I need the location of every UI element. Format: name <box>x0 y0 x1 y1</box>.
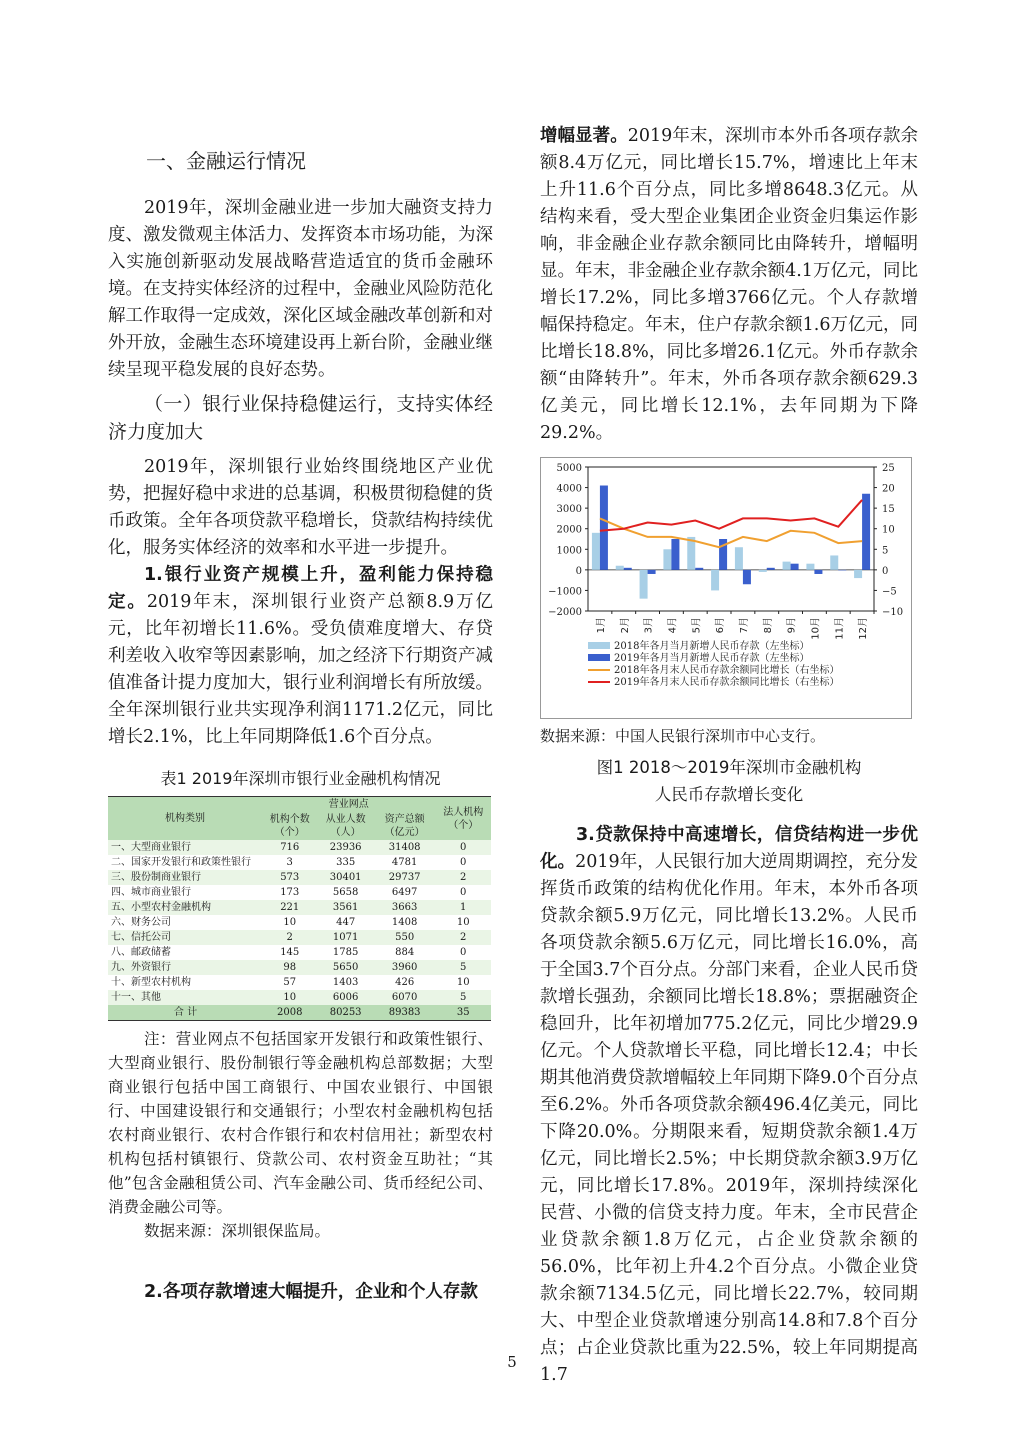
table-row <box>108 840 491 855</box>
cell-name: 二、国家开发银行和政策性银行 <box>108 855 262 870</box>
cell-staff: 6006 <box>317 990 373 1005</box>
right-tick-label: 15 <box>882 504 895 516</box>
bar-2018 <box>711 570 719 591</box>
cell-staff: 335 <box>317 855 373 870</box>
assets-body: 2019年末，深圳银行业资产总额8.9万亿元，比年初增长11.6%。受负债难度增大、存贷利差收入收窄等因素影响，加之经济下行期资产减值准备计提力度加大，银行业利润增长有所放缓。全年深圳银行业共实现净利润1171.2亿元，同比增长2.1%，比上年同期降低1.6个百分点。 <box>108 592 493 747</box>
loans-body: 2019年，人民银行加大逆周期调控，充分发挥货币政策的结构优化作用。年末，本外币各项贷款余额5.9万亿元，同比增长13.2%。人民币各项贷款余额5.6万亿元，同比增长16.0%，高于全国3.7个百分点。分部门来看，企业人民币贷款增长强劲，余额同比增长18.8%；票据融资企稳回升，比年初增加775.2亿元，同比少增29.9亿元。个人贷款增长平稳，同比增长12.4；中长期其他消费贷款增幅较上年同期下降9.0个百分点至6.2%。外币各项贷款余额496.4亿美元，同比下降20.0%。分期限来看，短期贷款余额1.4万亿元，同比增长2.5%；中长期贷款余额3.9万亿元，同比增长17.8%。2019年，深圳持续深化民营、小微的信贷支持力度。年末，全市民营企业贷款余额1.8万亿元，占企业贷款余额的56.0%，比年初上升4.2个百分点。小微企业贷款余额7134.5亿元，同比增长22.7%，较同期大、中型企业贷款增速分别高14.8和7.8个百分点；占企业贷款比重为22.5%，较上年同期提高1.7 <box>540 852 918 1385</box>
cell-legal: 10 <box>435 975 491 990</box>
left-tick-label: 0 <box>575 565 582 577</box>
cell-count: 2008 <box>262 1005 317 1021</box>
cell-assets: 4781 <box>374 855 436 870</box>
bar-2019 <box>767 568 775 570</box>
col-header-legal: 法人机构（个） <box>435 797 491 841</box>
cell-count: 57 <box>262 975 317 990</box>
table-row <box>108 915 491 930</box>
bar-2019 <box>695 568 703 570</box>
assets-paragraph <box>108 562 493 751</box>
cell-assets: 29737 <box>374 870 436 885</box>
table-source: 数据来源：深圳银保监局。 <box>144 1222 331 1240</box>
legend-label: 2019年各月末人民币存款余额同比增长（右坐标） <box>614 677 840 688</box>
legend-label: 2018年各月当月新增人民币存款（左坐标） <box>614 641 810 652</box>
bar-2018 <box>854 570 862 578</box>
col-header-count: 机构个数（个） <box>262 812 317 840</box>
left-tick-label: 5000 <box>556 463 582 474</box>
page-number: 5 <box>507 1353 517 1371</box>
bar-2019 <box>600 486 608 570</box>
right-tick-label: 5 <box>882 545 889 557</box>
table-row <box>108 945 491 960</box>
cell-count: 173 <box>262 885 317 900</box>
cell-name: 五、小型农村金融机构 <box>108 900 262 915</box>
cell-legal: 1 <box>435 900 491 915</box>
cell-assets: 884 <box>374 945 436 960</box>
cell-legal: 5 <box>435 960 491 975</box>
cell-name: 十一、其他 <box>108 990 262 1005</box>
x-tick-label: 4月 <box>667 617 679 634</box>
cell-count: 716 <box>262 840 317 855</box>
left-tick-label: 2000 <box>556 524 582 536</box>
bar-2019 <box>791 564 799 570</box>
bar-2019 <box>624 568 632 570</box>
cell-name: 一、大型商业银行 <box>108 840 262 855</box>
bar-2018 <box>640 570 648 599</box>
left-tick-label: 1000 <box>556 545 582 557</box>
figure-caption-line2: 人民币存款增长变化 <box>654 785 804 804</box>
x-tick-label: 9月 <box>786 617 798 634</box>
assets-lead: 1.银行业资产规模上升，盈利能力保持稳定。 <box>108 565 493 612</box>
cell-staff: 80253 <box>317 1005 373 1021</box>
x-tick-label: 8月 <box>762 617 774 634</box>
subsection-heading: （一）银行业保持稳健运行，支持实体经济力度加大 <box>108 393 493 443</box>
cell-count: 573 <box>262 870 317 885</box>
x-tick-label: 3月 <box>643 617 655 634</box>
x-tick-label: 7月 <box>738 617 750 634</box>
cell-staff: 5658 <box>317 885 373 900</box>
col-header-assets: 资产总额（亿元） <box>374 812 436 840</box>
cell-legal: 0 <box>435 945 491 960</box>
deposits-paragraph <box>540 123 918 447</box>
deposits-body: 2019年末，深圳市本外币各项存款余额8.4万亿元，同比增长15.7%，增速比上年末上升11.6个百分点，同比多增8648.3亿元。从结构来看，受大型企业集团企业资金归集运作影响，非金融企业存款余额同比由降转升，增幅明显。年末，非金融企业存款余额4.1万亿元，同比增长17.2%，同比多增3766亿元。个人存款增幅保持稳定。年末，住户存款余额1.6万亿元，同比增长18.8%，同比多增26.1亿元。外币存款余额“由降转升”。年末，外币各项存款余额629.3亿美元，同比增长12.1%，去年同期为下降29.2%。 <box>540 126 919 443</box>
bar-2018 <box>616 566 624 570</box>
cell-staff: 3561 <box>317 900 373 915</box>
section-heading: 一、金融运行情况 <box>146 149 306 173</box>
loans-paragraph <box>540 822 918 1389</box>
x-tick-label: 6月 <box>715 617 727 634</box>
table-row <box>108 960 491 975</box>
cell-count: 10 <box>262 990 317 1005</box>
left-tick-label: −2000 <box>548 607 582 618</box>
legend-swatch <box>588 642 610 649</box>
deposit-chart <box>540 457 912 719</box>
bar-2018 <box>806 564 814 570</box>
deposits-lead-cont: 增幅显著。 <box>540 126 628 146</box>
x-tick-label: 12月 <box>858 617 870 640</box>
right-tick-label: −10 <box>882 607 904 618</box>
cell-name: 八、邮政储蓄 <box>108 945 262 960</box>
chart-svg <box>540 457 912 719</box>
cell-count: 10 <box>262 915 317 930</box>
legend-swatch <box>588 654 610 661</box>
x-tick-label: 10月 <box>810 617 822 640</box>
table-row <box>108 885 491 900</box>
bar-2018 <box>592 533 600 570</box>
bar-2019 <box>743 570 751 584</box>
cell-assets: 1408 <box>374 915 436 930</box>
bar-2018 <box>759 570 767 572</box>
cell-name: 七、信托公司 <box>108 930 262 945</box>
table-row <box>108 870 491 885</box>
left-column <box>108 148 493 1306</box>
cell-assets: 31408 <box>374 840 436 855</box>
right-tick-label: 10 <box>882 524 895 536</box>
cell-staff: 5650 <box>317 960 373 975</box>
cell-name: 三、股份制商业银行 <box>108 870 262 885</box>
figure-source: 数据来源：中国人民银行深圳市中心支行。 <box>540 727 826 745</box>
cell-count: 3 <box>262 855 317 870</box>
bar-2019 <box>648 570 656 574</box>
cell-assets: 550 <box>374 930 436 945</box>
cell-staff: 1785 <box>317 945 373 960</box>
bar-2018 <box>830 555 838 569</box>
bar-2018 <box>663 549 671 570</box>
left-tick-label: 4000 <box>556 483 582 495</box>
x-tick-label: 2月 <box>619 617 631 634</box>
right-tick-label: 20 <box>882 483 895 495</box>
bar-2019 <box>838 570 846 571</box>
cell-assets: 3960 <box>374 960 436 975</box>
col-header-group: 营业网点 <box>262 797 435 813</box>
legend-label: 2019年各月当月新增人民币存款（左坐标） <box>614 653 810 664</box>
cell-name: 四、城市商业银行 <box>108 885 262 900</box>
cell-legal: 0 <box>435 885 491 900</box>
x-tick-label: 5月 <box>691 617 703 634</box>
legend-label: 2018年各月末人民币存款余额同比增长（右坐标） <box>614 665 840 676</box>
cell-name: 合 计 <box>108 1005 262 1021</box>
cell-count: 98 <box>262 960 317 975</box>
cell-legal: 0 <box>435 855 491 870</box>
table-total-row <box>108 1005 491 1021</box>
left-tick-label: −1000 <box>548 586 582 598</box>
institutions-table <box>108 796 491 1021</box>
col-header-staff: 从业人数（人） <box>317 812 373 840</box>
cell-count: 145 <box>262 945 317 960</box>
col-header-type: 机构类别 <box>108 797 262 841</box>
x-tick-label: 11月 <box>834 617 846 640</box>
deposits-lead: 2.各项存款增速大幅提升，企业和个人存款 <box>144 1282 478 1302</box>
cell-staff: 23936 <box>317 840 373 855</box>
table-row <box>108 855 491 870</box>
cell-name: 六、财务公司 <box>108 915 262 930</box>
left-tick-label: 3000 <box>556 504 582 516</box>
right-tick-label: 0 <box>882 565 889 577</box>
right-tick-label: 25 <box>882 463 895 474</box>
cell-legal: 10 <box>435 915 491 930</box>
bar-2019 <box>814 570 822 574</box>
x-tick-label: 1月 <box>595 617 607 634</box>
cell-assets: 6497 <box>374 885 436 900</box>
cell-assets: 89383 <box>374 1005 436 1021</box>
cell-staff: 447 <box>317 915 373 930</box>
cell-staff: 1071 <box>317 930 373 945</box>
cell-legal: 0 <box>435 840 491 855</box>
cell-name: 十、新型农村机构 <box>108 975 262 990</box>
right-column <box>540 123 918 1389</box>
cell-assets: 426 <box>374 975 436 990</box>
table-row <box>108 990 491 1005</box>
right-tick-label: −5 <box>882 586 897 598</box>
cell-staff: 30401 <box>317 870 373 885</box>
cell-legal: 2 <box>435 930 491 945</box>
banking-paragraph: 2019年，深圳银行业始终围绕地区产业优势，把握好稳中求进的总基调，积极贯彻稳健的货币政策。全年各项贷款平稳增长，贷款结构持续优化，服务实体经济的效率和水平进一步提升。 <box>108 457 493 558</box>
bar-2018 <box>783 562 791 570</box>
cell-assets: 3663 <box>374 900 436 915</box>
table-row <box>108 975 491 990</box>
table-row <box>108 930 491 945</box>
table-note: 注：营业网点不包括国家开发银行和政策性银行、大型商业银行、股份制银行等金融机构总部数据；大型商业银行包括中国工商银行、中国农业银行、中国银行、中国建设银行和交通银行；小型农村金融机构包括农村商业银行、农村合作银行和农村信用社；新型农村机构包括村镇银行、贷款公司、农村资金互助社；“其他”包含金融租赁公司、汽车金融公司、货币经纪公司、消费金融公司等。 <box>108 1030 493 1216</box>
intro-paragraph: 2019年，深圳金融业进一步加大融资支持力度、激发微观主体活力、发挥资本市场功能，为深入实施创新驱动发展战略营造适宜的货币金融环境。在支持实体经济的过程中，金融业风险防范化解工作取得一定成效，深化区域金融改革创新和对外开放，金融生态环境建设再上新台阶，金融业继续呈现平稳发展的良好态势。 <box>108 198 493 380</box>
cell-assets: 6070 <box>374 990 436 1005</box>
table-title: 表1 2019年深圳市银行业金融机构情况 <box>160 769 441 788</box>
figure-caption <box>540 754 918 808</box>
bar-2019 <box>671 539 679 570</box>
table-row <box>108 900 491 915</box>
cell-name: 九、外资银行 <box>108 960 262 975</box>
bar-2019 <box>862 494 870 570</box>
cell-legal: 5 <box>435 990 491 1005</box>
cell-legal: 2 <box>435 870 491 885</box>
figure-caption-line1: 图1 2018～2019年深圳市金融机构 <box>596 758 862 777</box>
cell-staff: 1403 <box>317 975 373 990</box>
cell-count: 2 <box>262 930 317 945</box>
bar-2018 <box>735 547 743 570</box>
loans-lead: 3.贷款保持中高速增长，信贷结构进一步优化。 <box>540 825 918 872</box>
cell-count: 221 <box>262 900 317 915</box>
cell-legal: 35 <box>435 1005 491 1021</box>
